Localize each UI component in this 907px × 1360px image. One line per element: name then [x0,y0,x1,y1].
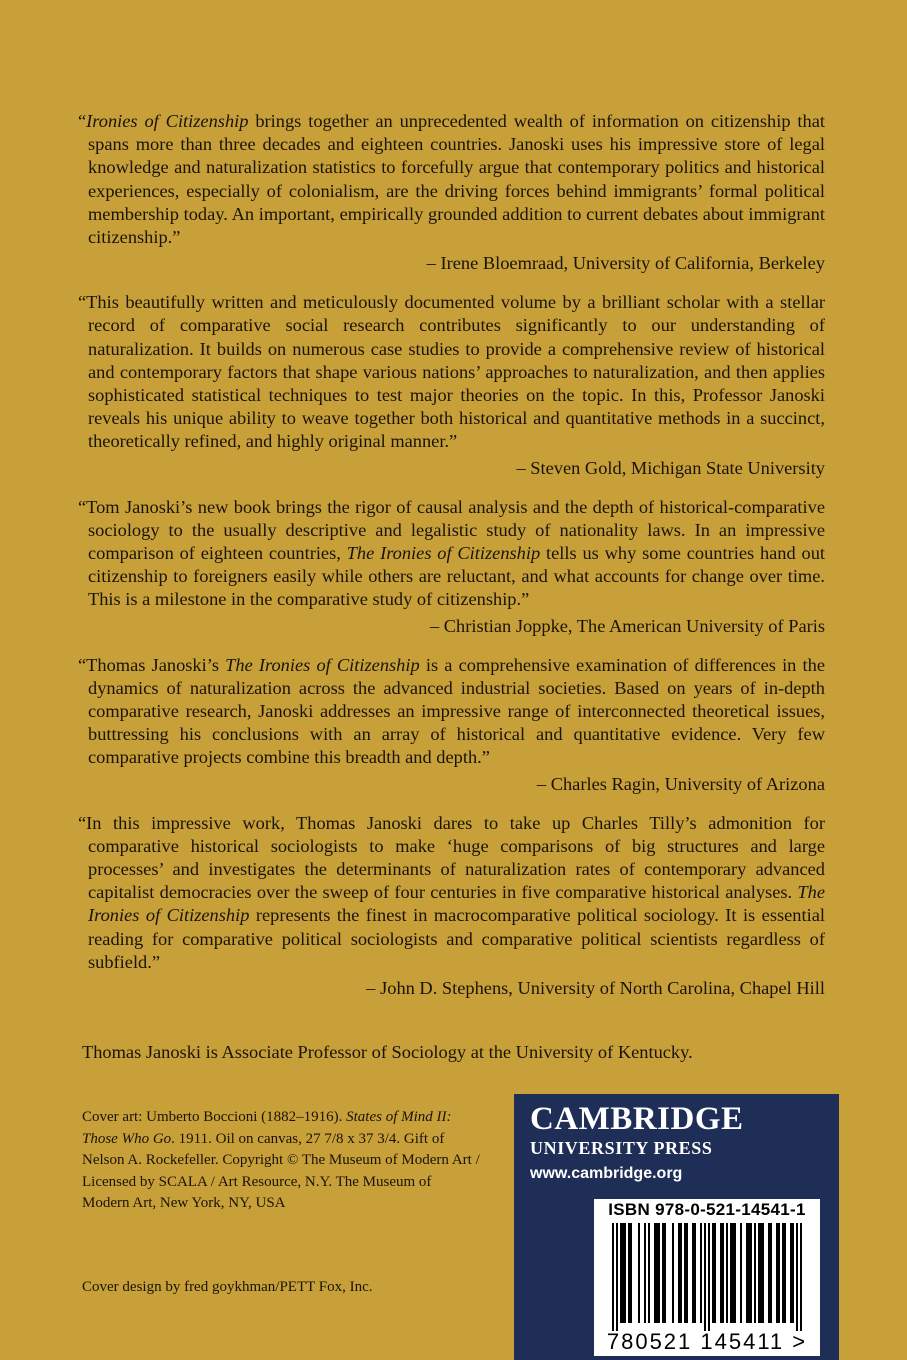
blurb [72,496,825,638]
author-bio: Thomas Janoski is Associate Professor of Sociology at the University of Kentucky. [82,1042,693,1062]
quote-italic-title: The Ironies of Citizenship [346,543,541,564]
barcode-bar [758,1223,760,1323]
barcode-bar [732,1223,734,1323]
barcode-bar [734,1223,736,1323]
quote-text: “Tom Janoski’s new book brings the rigor of causal analysis and the depth of historical-comparative sociology to the usually descriptive and legalistic study of nationality laws. In an impressive comparison of eighteen countries, [78,496,825,564]
barcode-digits: 780521 145411 > [606,1329,808,1354]
barcode-bar [638,1223,640,1323]
blurb-quote [72,496,825,612]
blurb-attribution: – Christian Joppke, The American University of Paris [430,615,825,636]
blurb [72,110,825,275]
barcode-bar [694,1223,696,1323]
quote-text: “Thomas Janoski’s [78,654,226,675]
barcode-bar [778,1223,780,1323]
publisher-logo-name: CAMBRIDGE [530,1101,744,1137]
barcode-bar [700,1223,702,1323]
barcode-bar [760,1223,762,1323]
blurb-attribution: – Charles Ragin, University of Arizona [536,773,825,794]
blurb-attribution: – John D. Stephens, University of North Carolina, Chapel Hill [366,978,825,999]
quote-text: “This beautifully written and meticulously documented volume by a brilliant scholar with a stellar record of comparative social research contributes significantly to our understanding of naturalization. It builds on numerous case studies to provide a comprehensive review of historical and contemporary factors that shape various nations’ approaches to naturalization, and then applies sophisticated statistical techniques to test major theories on the topic. In this, Professor Janoski reveals his unique ability to weave together both historical and quantitative methods in a succinct, theoretically refined, and highly original manner.” [78,292,825,452]
blurb-quote [72,291,825,453]
quote-italic-title: The Ironies of Citizenship [88,882,825,926]
barcode-bar [714,1223,716,1323]
barcode-bar [620,1223,622,1323]
quote-italic-title: Ironies of Citizenship [86,111,249,131]
barcode-bar [644,1223,646,1323]
barcode-bar [658,1223,660,1323]
publisher-logo-subtitle: UNIVERSITY PRESS [530,1138,713,1158]
blurb-attribution: – Steven Gold, Michigan State University [516,457,825,478]
barcode-bar [686,1223,688,1323]
barcode-bar [678,1223,680,1323]
barcode-bar [726,1223,728,1323]
barcode-bar [656,1223,658,1323]
barcode-bar [754,1223,756,1323]
barcode-panel [594,1199,820,1356]
quote-text: is a comprehensive examination of differences in the dynamics of naturalization across the advanced industrial societies. Based on years of in-depth comparative research, Janoski addresses an impressive range of interconnected theoretical issues, buttressing his conclusions with an array of historical and quantitative evidence. Very few comparative projects combine this breadth and depth.” [88,654,825,768]
publisher-panel [514,1094,839,1360]
barcode-bar [748,1223,750,1323]
artwork-title: States of Mind II: Those Who Go [82,1109,452,1147]
quote-text: “ [78,111,87,131]
barcode-bar [770,1223,772,1323]
quote-text: “In this impressive work, Thomas Janoski dares to take up Charles Tilly’s admonition for comparative historical sociologists to make ‘huge comparisons of big structures and large processes’ and investigates the determinants of naturalization rates of contemporary advanced capitalist democracies over the sweep of four centuries in five comparative historical analyses. [78,812,825,903]
quote-text: represents the finest in macrocomparative political sociology. It is essential reading for comparative political sociologists and comparative political scientists regardless of subfield.” [88,905,825,972]
quote-italic-title: The Ironies of Citizenship [225,654,420,675]
barcode-bar [708,1223,710,1331]
barcode-bar [762,1223,764,1323]
barcode-bar [612,1223,614,1331]
barcode-bar [664,1223,666,1323]
barcode-bar [730,1223,732,1323]
isbn-label: ISBN 978-0-521-14541-1 [608,1200,806,1219]
barcode-bar [630,1223,632,1323]
cover-design-credit: Cover design by fred goykhman/PETT Fox, Inc. [82,1279,373,1295]
quote-text: brings together an unprecedented wealth of information on citizenship that spans more than three decades and eighteen countries. Janoski uses his impressive store of legal knowledge and naturalization statistics to forcefully argue that contemporary politics and historical experiences, especially of colonialism, are the driving forces behind immigrants’ formal political membership today. An important, empirically grounded addition to current debates about immigrant citizenship.” [88,111,825,248]
blurb-quote [72,812,825,974]
barcode-icon [602,1223,812,1331]
blurb-quote [72,654,825,770]
blurb [72,291,825,479]
blurb [72,654,825,796]
barcode-bar [800,1223,802,1331]
barcode-bar [680,1223,682,1323]
barcode-bar [784,1223,786,1323]
cover-art-credit [82,1107,482,1215]
barcode-bar [624,1223,626,1323]
barcode-bar [672,1223,674,1323]
barcode-bar [722,1223,724,1323]
barcode-bar [662,1223,664,1323]
barcode-bar [692,1223,694,1323]
barcode-bar [768,1223,770,1323]
barcode-bar [648,1223,650,1323]
credit-text: . 1911. Oil on canvas, 27 7/8 x 37 3/4. Gift of Nelson A. Rockefeller. Copyright © The Museum of Modern Art / Licensed by SCALA / Art Resource, N.Y. The Museum of Modern Art, New York, NY, USA [82,1130,480,1212]
credit-text: Cover art: Umberto Boccioni (1882–1916). [82,1109,347,1125]
barcode-bar [616,1223,618,1331]
blurb [72,812,825,1000]
barcode-bar [796,1223,798,1331]
barcode-bar [712,1223,714,1323]
barcode-bar [782,1223,784,1323]
blurb-attribution: – Irene Bloemraad, University of California, Berkeley [426,253,825,274]
barcode-bar [628,1223,630,1323]
quote-text: tells us why some countries hand out citizenship to foreigners easily while others are reluctant, and what accounts for change over time. This is a milestone in the comparative study of citizenship.” [88,543,825,610]
barcode-bar [792,1223,794,1323]
barcode-bar [740,1223,742,1323]
barcode-bar [746,1223,748,1323]
barcode-bar [622,1223,624,1323]
barcode-bar [720,1223,722,1323]
barcode-bar [750,1223,752,1323]
barcode-bar [654,1223,656,1323]
endorsements [72,110,825,1016]
publisher-url: www.cambridge.org [530,1165,683,1182]
barcode-bar [776,1223,778,1323]
blurb-quote [72,110,825,249]
barcode-bar [684,1223,686,1323]
barcode-bar [704,1223,706,1331]
barcode-bar [790,1223,792,1323]
